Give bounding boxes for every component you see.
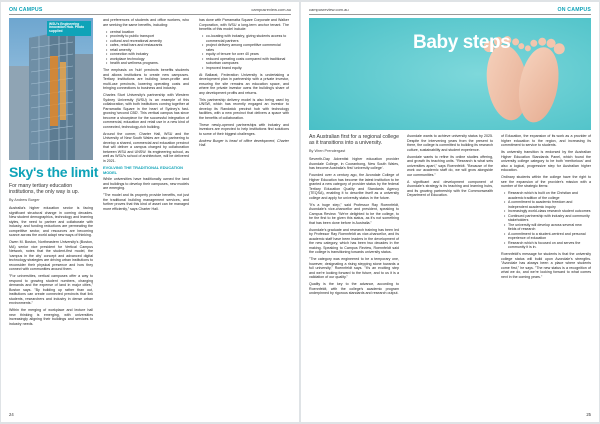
article-standfirst: An Australian first for a regional college as it transitions into a university. <box>309 134 399 147</box>
article-headline: Baby steps <box>413 32 511 53</box>
paragraph: "The category was engineered to be a temporary one, however, designating a rising stepping stone towards a full university," Roennfeldt says. "It's an exciting step and we're looking forward to the future, and to us it is a validation of our quality." <box>309 257 399 280</box>
right-page <box>301 2 599 422</box>
paragraph: While universities have traditionally owned the land and buildings to develop their campuses, new models are emerging. <box>103 177 189 191</box>
list-item: • co-locating with industry, giving students access to commercial partners <box>202 34 289 43</box>
paragraph: Roennfeldt's message for students is that the university college status will build upon Avondale's strengths. "Avondale has always been a place where students come first," he says. "The new status is a recognition of what we do, and we're looking forward to what comes next in the coming years." <box>501 252 591 279</box>
paragraph: The emphasis on 'hub' precincts benefits students and allows institutions to create new campuses. Tertiary institutions are building lower-profile and multi-use precincts, lowering operating costs and bringing connections to business and industry. <box>103 68 189 91</box>
section-label: ON CAMPUS <box>9 7 43 13</box>
site-url: campusreview.com.au <box>309 7 349 12</box>
list-item: • workplace technology <box>106 57 189 62</box>
left-column-1 <box>9 206 93 329</box>
right-column-3 <box>501 134 591 282</box>
paragraph: Avondale's graduate and research training has been led by Professor Ray Roennfeldt as vice-chancellor, and its academic staff have been leaders in the development of the new category, which has been two decades in the making. Speaking to Campus Review, Roennfeldt said the college is transitioning towards university status. <box>309 227 399 255</box>
list-item: • health and wellness programs. <box>106 61 189 66</box>
list-item: • Research which is built on the Christian and academic tradition of the college <box>504 191 591 200</box>
left-column-2 <box>103 18 189 214</box>
list-item: • The university will develop across several new fields of research <box>504 223 591 232</box>
paragraph: Founded over a century ago, the Avondale College of Higher Education has become the latest institution to be granted a new category of provider status by the federal Tertiary Education Quality and Standards Agency (TEQSA), enabling it to describe itself as a university college and apply for university status in the future. <box>309 173 399 200</box>
header-rule <box>309 14 591 15</box>
paragraph: "It's a huge step," said Professor Ray Roennfeldt, Avondale's vice-chancellor and president, speaking to Campus Review. "We're delighted to be the college, to be the first to be given this status, as it's not something that has been done before in Australia." <box>309 202 399 225</box>
paragraph: Charles Sturt University's partnership with Western Sydney University (WSU) is an example of this collaboration, with both institutions coming together at Parramatta Square in the heart of Sydney's fast-growing 'second CBD'. This vertical campus has since become a showpiece for the successful integration of commercial, education and retail use in a new kind of connected, technology-rich building. <box>103 93 189 129</box>
paragraph: Within the merging of workplace and lecture hall new thinking is emerging, with universities increasingly aligning their buildings and services to industry needs. <box>9 308 93 326</box>
paragraph: A significant and development component of Avondale's strategy is its teaching and learning hubs, and its growing partnership with the Commonwealth Department of Education. <box>407 179 493 198</box>
author-note: Andrew Burger is head of office development, Charter Hall. <box>199 138 289 148</box>
list-item: • A commitment to academic freedom and independent academic inquiry <box>504 200 591 209</box>
paragraph: of Education, the expansion of its work as a provider of higher education to the region, and increasing its commitment to service to students. <box>501 134 591 147</box>
building-illustration <box>9 18 93 160</box>
paragraph: These newly-opened partnerships with industry and investors are expected to help institutions find solutions to some of their biggest challenges. <box>199 122 289 136</box>
list-item: • proximity to public transport <box>106 34 189 39</box>
paragraph: At Ballarat, Federation University is undertaking a development plan in partnership with a private investor, ensuring the site remains an education space, and where the private investor owns the building's share of any development profits and returns. <box>199 72 289 95</box>
article-standfirst: For many tertiary education institutions, the only way is up. <box>9 183 80 196</box>
paragraph: and preferences of students and office workers, who are seeking the same benefits, including: <box>103 18 189 27</box>
photo-caption: WSU's Engineering Innovation Hub. Photo supplied <box>47 21 91 36</box>
paragraph: Avondale wants to achieve university status by 2025. Despite the intervening years from the present to there, the college is committed to building its research culture, sustainability and student experience. <box>407 134 493 152</box>
list-item: • project delivery among competitive commercial rates <box>202 43 289 52</box>
article-headline: Sky's the limit <box>9 164 99 180</box>
right-column-1 <box>309 157 399 299</box>
header-rule <box>9 14 291 15</box>
list-item: • Continued partnership with industry and community stakeholders <box>504 214 591 223</box>
paragraph: "The model and its property provide benefits, not just the traditional building management services, and further proves that this kind of asset can be managed more efficiently," says Charter Hall. <box>103 193 189 211</box>
list-item: • equity of tenure for over 40 years <box>202 52 289 57</box>
list-item: • A commitment to a student-centred and personal experience of education <box>504 232 591 241</box>
site-url: campusreview.com.au <box>251 7 291 12</box>
paragraph: Around the corner, Charter Hall, WSU and the University of New South Wales are also partnering to develop a shared, commercial and education precinct that will deliver a campus charged by collaboration between WSU and UNSW. Its engineering school, as well as WSU's school of architecture, will be delivered in 2021. <box>103 131 189 163</box>
paragraph: Owen M. Boston, Northeastern University's (Boston, MA) senior vice president for Vertical Campus Network, notes that the student-first model, the 'campus in the city' concept and advanced digital technology strategies are driving urban institutions to reconsider their physical presence and how they connect with communities around them. <box>9 240 93 272</box>
page-number: 25 <box>586 412 591 417</box>
left-column-3 <box>199 18 289 151</box>
paragraph: Avondale wants to refine its online studies offering, and growth its teaching units. "Research is what sets universities apart," says Roennfeldt. "Because of the work our academic staff do, we will grow alongside our communities." <box>407 154 493 177</box>
subheading: EVOLVING THE TRADITIONAL EDUCATION MODEL <box>103 164 183 175</box>
article-byline: By Wren Prendergast <box>309 149 346 153</box>
list-item: • improved brand equity. <box>202 66 289 71</box>
article-byline: By Andrew Burger <box>9 198 40 202</box>
list-item: • Research which is focused on and serves the community it is in. <box>504 241 591 250</box>
paragraph: Australia's higher education sector is facing significant structural change in coming decades. New student demographics, technology and learning styles, the need to partner and collaborate with industry, and funding reductions are permeating the competitive sector, and resources are becoming scarce across the world adapt new ways of thinking. <box>9 206 93 237</box>
baby-feet-photo <box>309 18 591 130</box>
right-column-2 <box>407 134 493 200</box>
paragraph: Quality is the key to the advance, according to Roennfeldt, with the college's academic program underpinned by rigorous standards and research output. <box>309 282 399 296</box>
list-item: • cultural and recreational amenity <box>106 39 189 44</box>
list-item: • retail amenity <box>106 48 189 53</box>
list-item: • reduced operating costs compared with traditional suburban campuses <box>202 57 289 66</box>
left-page <box>1 2 299 422</box>
paragraph: Seventh-Day Adventist higher education provider Avondale College, in Cooranbong, New South Wales, has become Australia's first 'university college'. <box>309 157 399 170</box>
paragraph: This partnership delivery model is also being used by UNSW, which has recently engaged an investor to develop its Randwick precinct hub with technology facilities, with a new precinct that delivers a space with the benefits of collaboration. <box>199 97 289 120</box>
building-photo <box>9 18 93 160</box>
paragraph: "For universities, vertical campuses offer a way to respond to growing student numbers, changing demands and the expense of land in major cities," Boston says. "By building up rather than out, institutions can create connected precincts that link students, researchers and industry in dense urban environments." <box>9 274 93 306</box>
list-item: • Increasingly world-class research student outcomes <box>504 209 591 214</box>
paragraph: has done with Parramatta Square Corporate and Walker Corporation, with WSU a long-term anchor tenant. The benefits of this model include: <box>199 18 289 31</box>
paragraph: Its university transition is endorsed by the Australian Higher Education Standards Panel, which found the university college category to be both 'meritorious' and also a logical, progressive step for Australian higher education. <box>501 150 591 173</box>
list-item: • connection with industry <box>106 52 189 57</box>
benefit-list <box>202 34 289 70</box>
section-label: ON CAMPUS <box>557 7 591 13</box>
strategy-list <box>504 191 591 250</box>
list-item: • cafes, retail bars and restaurants <box>106 43 189 48</box>
list-item: • central location <box>106 30 189 35</box>
paragraph: Ordinary students within the college have the right to see the expansion of the provider's mission with a number of the strategic items: <box>501 175 591 189</box>
benefit-list <box>106 30 189 66</box>
page-number: 24 <box>9 412 14 417</box>
